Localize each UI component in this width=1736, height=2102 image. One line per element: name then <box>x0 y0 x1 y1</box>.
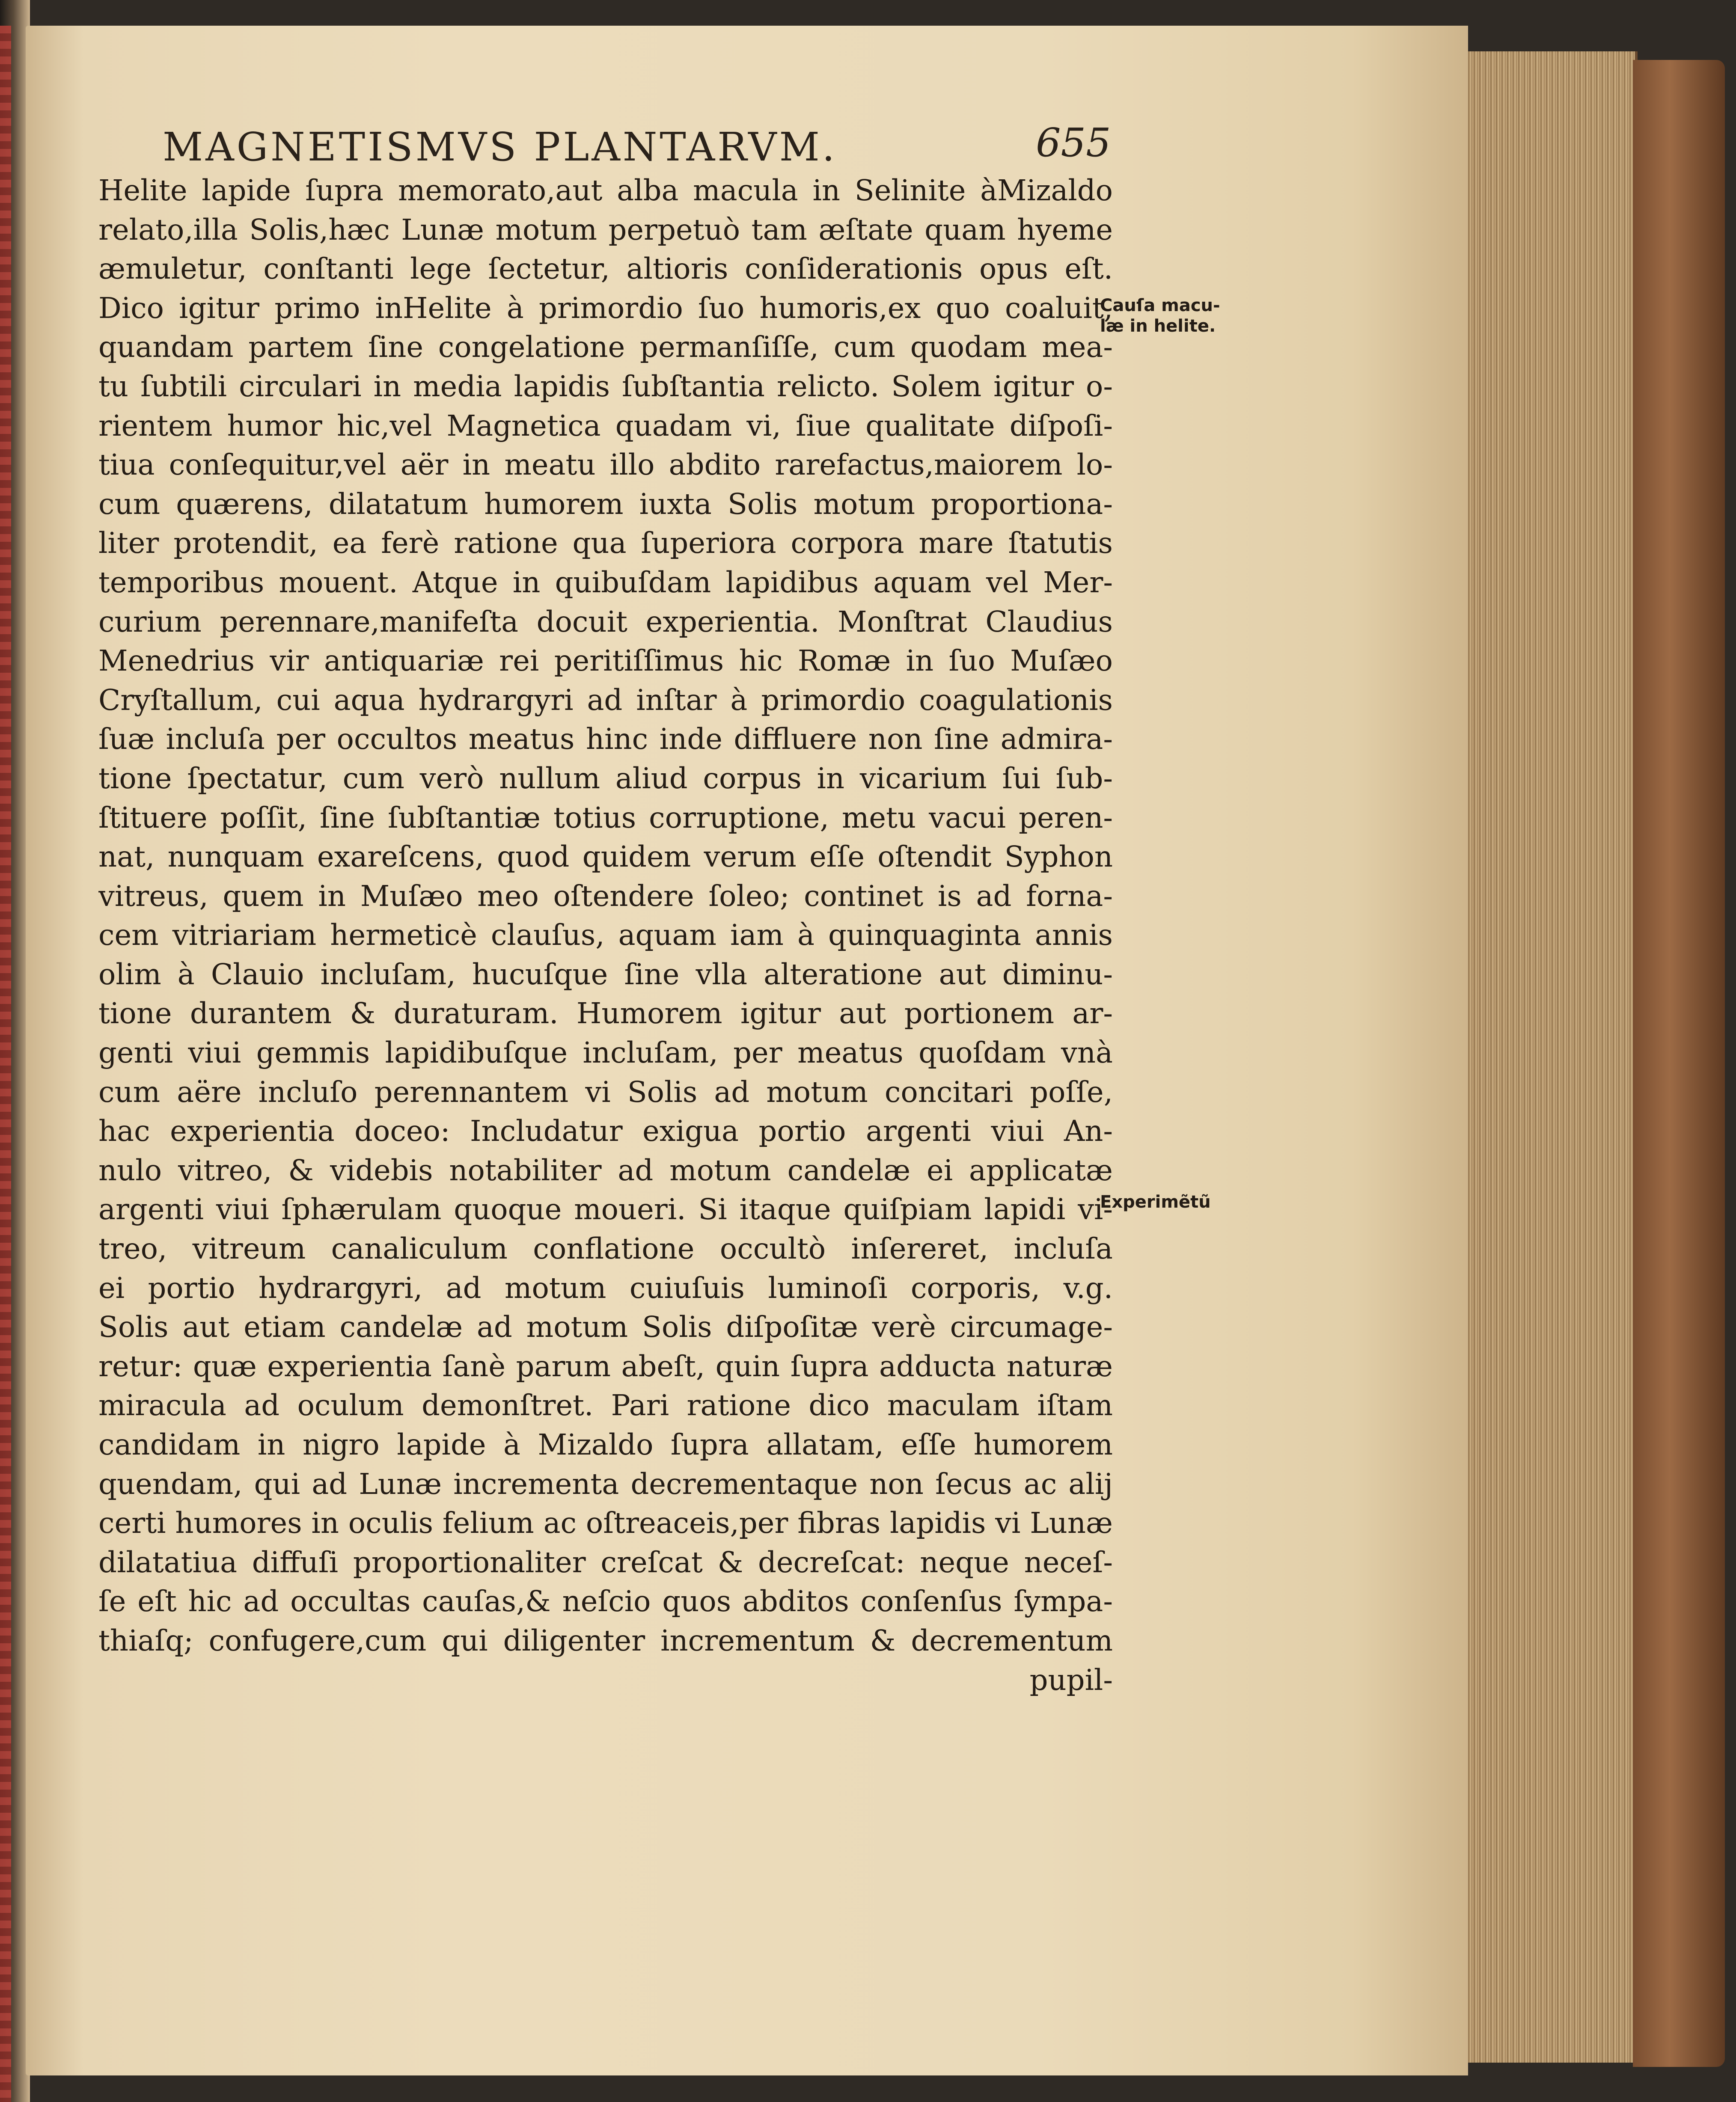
text-line: miracula ad oculum demonſtret. Pari ratione dico maculam iſtam <box>98 1389 1113 1422</box>
text-line: liter protendit, ea ferè ratione qua ſuperiora corpora mare ſtatutis <box>98 526 1113 560</box>
text-line: rientem humor hic,vel Magnetica quadam vi, ſiue qualitate diſpoſi- <box>98 409 1113 442</box>
text-line: thiaſq; confugere,cum qui diligenter incrementum & decrementum <box>98 1624 1113 1657</box>
text-line: ſuæ incluſa per occultos meatus hinc inde diffluere non ſine admira- <box>98 722 1113 756</box>
text-line: certi humores in oculis felium ac oſtreaceis,per fibras lapidis vi Lunæ <box>98 1506 1113 1540</box>
marginal-note-line: læ in helite. <box>1100 316 1216 336</box>
text-line: cem vitriariam hermeticè clauſus, aquam iam à quinquaginta annis <box>98 918 1113 952</box>
text-line: pupil- <box>1029 1663 1113 1697</box>
text-line: relato,illa Solis,hæc Lunæ motum perpetuò tam æſtate quam hyeme <box>98 213 1113 246</box>
text-line: ſe eſt hic ad occultas cauſas,& neſcio quos abditos conſenſus ſympa- <box>98 1585 1113 1618</box>
text-line: candidam in nigro lapide à Mizaldo ſupra allatam, eſſe humorem <box>98 1428 1113 1461</box>
marginal-note <box>1100 295 1220 336</box>
text-line: Solis aut etiam candelæ ad motum Solis diſpoſitæ verè circumage- <box>98 1310 1113 1344</box>
text-line: tione durantem & duraturam. Humorem igitur aut portionem ar- <box>98 997 1113 1030</box>
text-line: Menedrius vir antiquariæ rei peritiſſimus hic Romæ in ſuo Muſæo <box>98 644 1113 678</box>
marginal-note-line: Experimẽtũ <box>1100 1192 1211 1212</box>
text-line: temporibus mouent. Atque in quibuſdam lapidibus aquam vel Mer- <box>98 565 1113 599</box>
text-line: olim à Clauio incluſam, hucuſque ſine vlla alteratione aut diminu- <box>98 957 1113 991</box>
text-line: Cryſtallum, cui aqua hydrargyri ad inſtar à primordio coagulationis <box>98 683 1113 717</box>
text-line: dilatatiua diffuſi proportionaliter creſcat & decreſcat: neque neceſ- <box>98 1545 1113 1579</box>
text-line: curium perennare,manifeſta docuit experientia. Monſtrat Claudius <box>98 605 1113 638</box>
text-line: Helite lapide ſupra memorato,aut alba macula in Selinite àMizaldo <box>98 174 1113 207</box>
body-text <box>98 171 1113 1700</box>
book-cover-edge <box>1633 60 1725 2067</box>
text-line: ei portio hydrargyri, ad motum cuiuſuis luminoſi corporis, v.g. <box>98 1271 1113 1305</box>
running-head: MAGNETISMVS PLANTARVM. <box>163 124 838 170</box>
marginal-note <box>1100 1192 1211 1212</box>
text-line: quendam, qui ad Lunæ incrementa decrementaque non ſecus ac alij <box>98 1467 1113 1501</box>
text-line: tiua conſequitur,vel aër in meatu illo abdito rarefactus,maiorem lo- <box>98 448 1113 482</box>
text-line: nat, nunquam exareſcens, quod quidem verum eſſe oſtendit Syphon <box>98 840 1113 874</box>
text-line: nulo vitreo, & videbis notabiliter ad motum candelæ ei applicatæ <box>98 1153 1113 1187</box>
text-line: vitreus, quem in Muſæo meo oſtendere ſoleo; continet is ad forna- <box>98 879 1113 913</box>
text-line: retur: quæ experientia ſanè parum abeſt, quin ſupra adducta naturæ <box>98 1349 1113 1383</box>
text-line: genti viui gemmis lapidibuſque incluſam, per meatus quoſdam vnà <box>98 1036 1113 1070</box>
text-line: treo, vitreum canaliculum conflatione occultò inſereret, incluſa <box>98 1232 1113 1266</box>
text-line: Dico igitur primo inHelite à primordio ſuo humoris,ex quo coaluit, <box>98 291 1113 325</box>
page-number: 655 <box>1036 120 1111 166</box>
text-line: hac experientia doceo: Includatur exigua portio argenti viui An- <box>98 1114 1113 1148</box>
text-line: tione ſpectatur, cum verò nullum aliud corpus in vicarium ſui ſub- <box>98 761 1113 795</box>
text-line: argenti viui ſphærulam quoque moueri. Si itaque quiſpiam lapidi vi- <box>98 1193 1113 1226</box>
text-line: quandam partem ſine congelatione permanſiſſe, cum quodam mea- <box>98 330 1113 364</box>
marginal-note-line: Cauſa macu- <box>1100 296 1220 315</box>
left-page-edge <box>0 26 11 2102</box>
text-line: cum quærens, dilatatum humorem iuxta Solis motum proportiona- <box>98 487 1113 521</box>
book-fore-edge <box>1455 51 1638 2063</box>
text-line: cum aëre incluſo perennantem vi Solis ad motum concitari poſſe, <box>98 1075 1113 1109</box>
text-line: ſtituere poſſit, ſine ſubſtantiæ totius corruptione, metu vacui peren- <box>98 801 1113 834</box>
text-line: æmuletur, conſtanti lege ſectetur, altioris conſiderationis opus eſt. <box>98 252 1113 286</box>
text-line: tu ſubtili circulari in media lapidis ſubſtantia relicto. Solem igitur o- <box>98 369 1113 403</box>
